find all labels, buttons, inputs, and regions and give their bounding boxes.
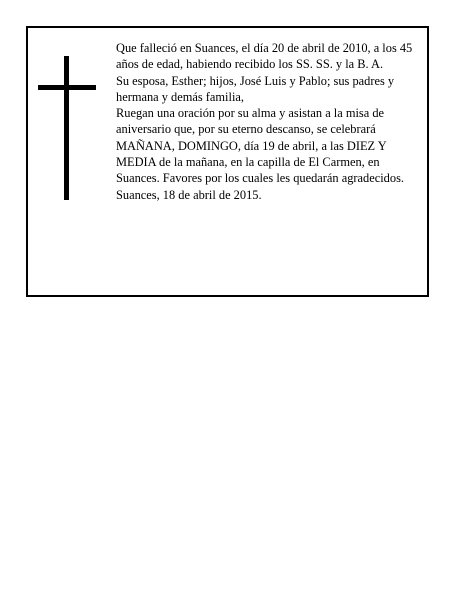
- cross-horizontal-bar: [38, 85, 96, 90]
- mass-invitation: Ruegan una oración por su alma y asistan a la misa de aniversario que, por su eterno descanso, se celebrará MAÑANA, DOMINGO, día 19 de abril, a las DIEZ Y MEDIA de la mañana, en la capilla de El Carmen, en Suances. Favores por los cuales les quedarán agradecidos.: [116, 106, 404, 186]
- death-statement: Que falleció en Suances, el día 20 de abril de 2010, a los 45 años de edad, habiendo recibido los SS. SS. y la B. A.: [116, 41, 413, 72]
- cross-icon: [38, 56, 96, 200]
- cross-vertical-bar: [64, 56, 69, 200]
- obituary-notice: [26, 26, 429, 297]
- family-statement: Su esposa, Esther; hijos, José Luis y Pablo; sus padres y hermana y demás familia,: [116, 73, 395, 104]
- notice-text: [116, 40, 422, 203]
- notice-date: Suances, 18 de abril de 2015.: [116, 187, 262, 202]
